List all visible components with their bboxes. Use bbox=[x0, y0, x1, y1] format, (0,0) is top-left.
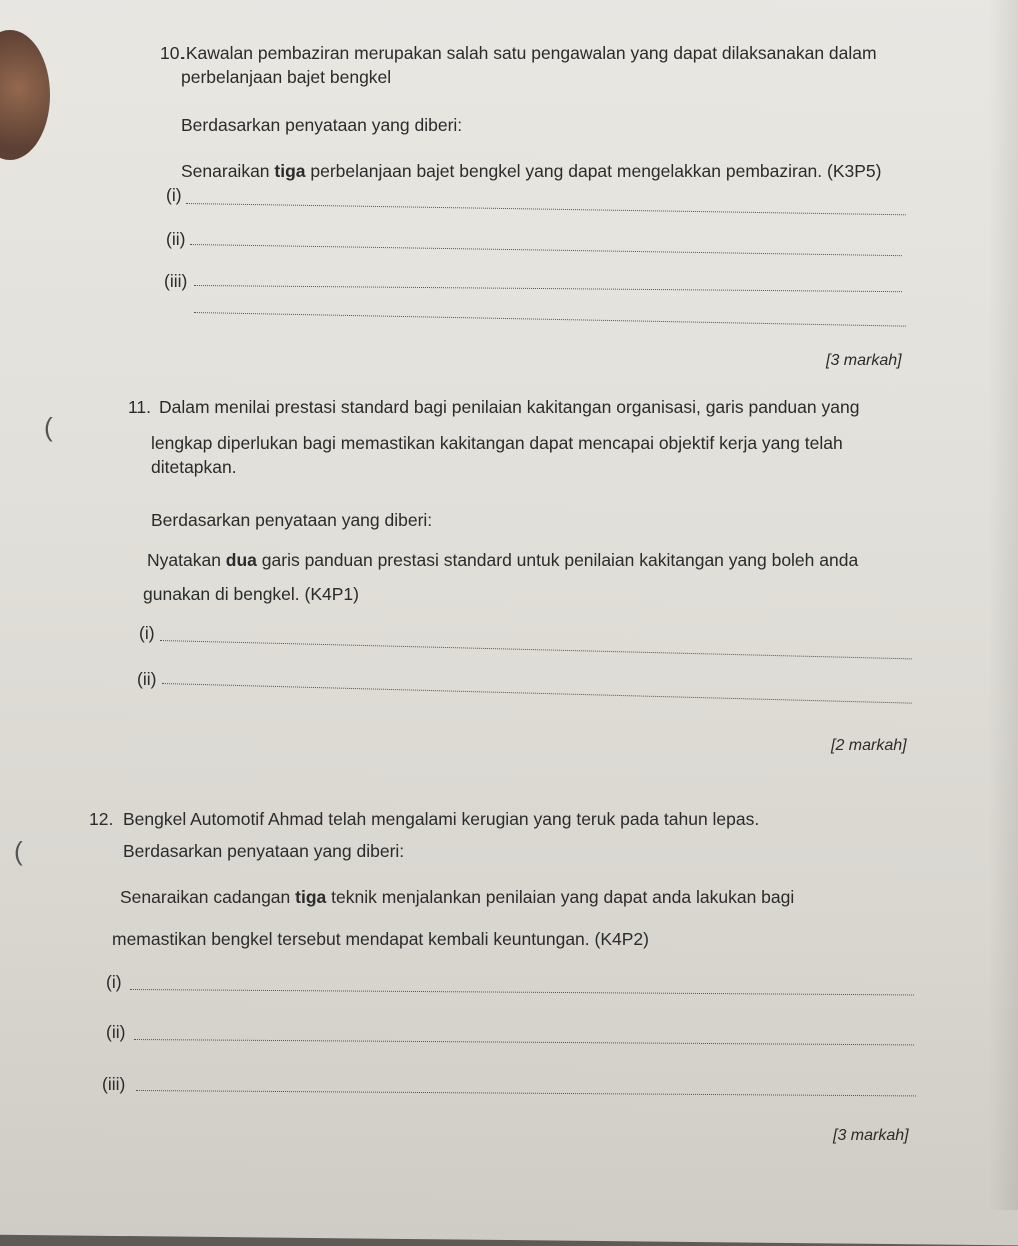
q10-answer-line-3b[interactable] bbox=[194, 312, 906, 327]
q10-number: 10. bbox=[160, 43, 185, 63]
q12-answer-label-2: (ii) bbox=[106, 1022, 126, 1042]
q12-answer-line-2[interactable] bbox=[134, 1039, 914, 1045]
q11-number: 11. bbox=[128, 397, 152, 417]
q11-answer-line-1[interactable] bbox=[160, 640, 912, 659]
q12-prompt: Berdasarkan penyataan yang diberi: bbox=[123, 841, 405, 861]
q11-answer-label-1: (i) bbox=[139, 623, 155, 643]
q12-task: Senaraikan cadangan tiga teknik menjalankan penilaian yang dapat anda lakukan bagi bbox=[120, 887, 795, 907]
q11-line2: lengkap diperlukan bagi memastikan kakitangan dapat mencapai objektif kerja yang telah bbox=[151, 433, 843, 453]
q11-task-line2: gunakan di bengkel. (K4P1) bbox=[143, 584, 359, 604]
q12-line1: Bengkel Automotif Ahmad telah mengalami kerugian yang teruk pada tahun lepas. bbox=[123, 809, 760, 829]
q10-answer-line-3[interactable] bbox=[194, 285, 902, 292]
q11-line1: Dalam menilai prestasi standard bagi penilaian kakitangan organisasi, garis panduan yang bbox=[159, 397, 860, 417]
q10-prompt: Berdasarkan penyataan yang diberi: bbox=[181, 115, 463, 135]
q11-marks: [2 markah] bbox=[831, 737, 907, 754]
margin-paren: ( bbox=[44, 412, 53, 442]
q12-answer-line-3[interactable] bbox=[136, 1090, 916, 1096]
q10-intro-line2: perbelanjaan bajet bengkel bbox=[181, 67, 392, 87]
q12-task-line2: memastikan bengkel tersebut mendapat kembali keuntungan. (K4P2) bbox=[112, 929, 649, 949]
q11-prompt: Berdasarkan penyataan yang diberi: bbox=[151, 510, 433, 530]
q12-marks: [3 markah] bbox=[833, 1127, 909, 1144]
q11-task: Nyatakan dua garis panduan prestasi standard untuk penilaian kakitangan yang boleh anda bbox=[147, 550, 859, 570]
q11-answer-label-2: (ii) bbox=[137, 669, 157, 689]
q10-answer-label-1: (i) bbox=[166, 185, 182, 205]
q10-answer-line-2[interactable] bbox=[190, 244, 902, 256]
q10-intro-line1: .Kawalan pembaziran merupakan salah satu pengawalan yang dapat dilaksanakan dalam bbox=[181, 43, 877, 63]
q12-answer-label-1: (i) bbox=[106, 972, 122, 992]
q10-answer-line-1[interactable] bbox=[186, 203, 906, 215]
q10-marks: [3 markah] bbox=[826, 352, 902, 369]
margin-paren-2: ( bbox=[14, 836, 23, 866]
q10-answer-label-2: (ii) bbox=[166, 229, 186, 249]
q12-answer-label-3: (iii) bbox=[102, 1074, 126, 1094]
q12-number: 12. bbox=[89, 809, 114, 829]
q10-task: Senaraikan tiga perbelanjaan bajet bengkel yang dapat mengelakkan pembaziran. (K3P5) bbox=[181, 161, 882, 181]
q12-answer-line-1[interactable] bbox=[130, 989, 914, 995]
q11-line3: ditetapkan. bbox=[151, 457, 237, 477]
q11-answer-line-2[interactable] bbox=[162, 683, 912, 704]
q10-answer-label-3: (iii) bbox=[164, 271, 188, 291]
